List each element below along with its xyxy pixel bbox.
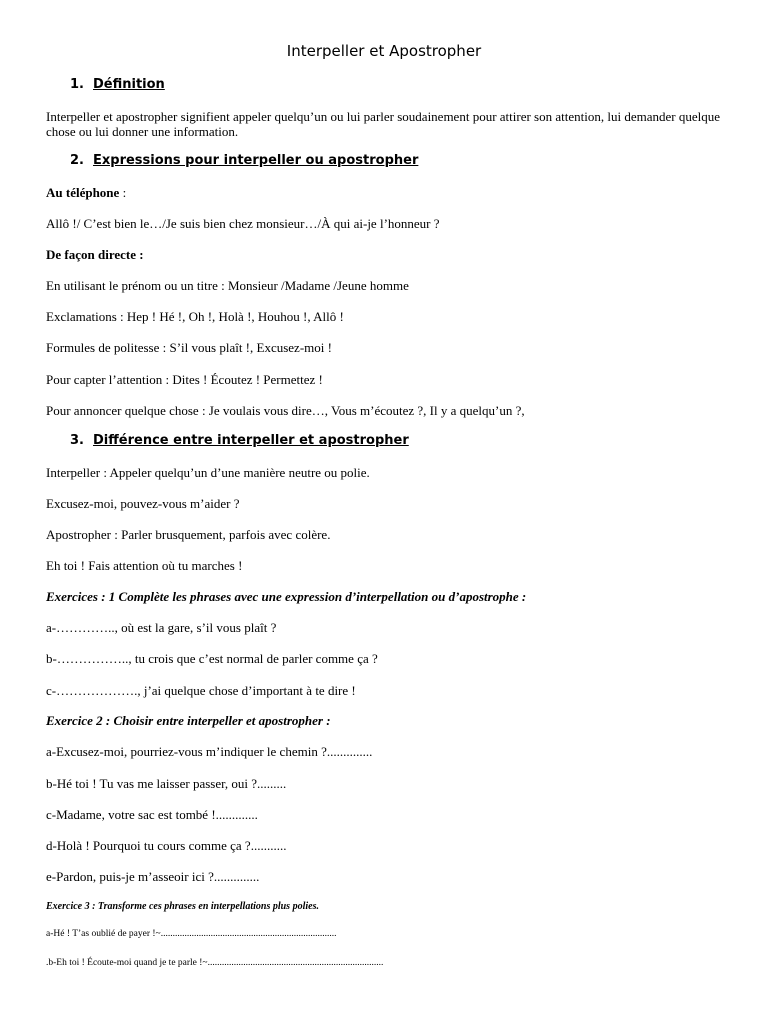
expression-line: Pour annoncer quelque chose : Je voulais vous dire…, Vous m’écoutez ?, Il y a quelqu’un ?, [46,403,525,418]
expression-line: Formules de politesse : S’il vous plaît !, Excusez-moi ! [46,340,332,355]
section-2-number: 2. [70,153,84,168]
section-2-title: Expressions pour interpeller ou apostropher [93,153,419,168]
exercise-1-item: a-………….., où est la gare, s’il vous plaît ? [46,620,277,635]
exercise-3-item: .b-Eh toi ! Écoute-moi quand je te parle !~.......................................................................... [46,958,384,968]
telephone-line [46,185,126,200]
exercise-1-item: c-………………., j’ai quelque chose d’important à te dire ! [46,683,356,698]
difference-line: Interpeller : Appeler quelqu’un d’une manière neutre ou polie. [46,465,370,480]
exercise-2-item: a-Excusez-moi, pourriez-vous m’indiquer le chemin ?.............. [46,744,373,759]
section-2-heading [70,153,418,168]
exercise-2-item: b-Hé toi ! Tu vas me laisser passer, oui ?......... [46,776,287,791]
definition-text: Interpeller et apostropher signifient appeler quelqu’un ou lui parler soudainement pour attirer son attention, lui demander quelque chose ou lui donner une information. [46,109,720,139]
telephone-text: Allô !/ C’est bien le…/Je suis bien chez monsieur…/À qui ai-je l’honneur ? [46,216,440,231]
exercise-2-item: e-Pardon, puis-je m’asseoir ici ?.............. [46,869,260,884]
difference-line: Eh toi ! Fais attention où tu marches ! [46,558,243,573]
section-1-heading [70,77,165,92]
page-title: Interpeller et Apostropher [286,42,482,60]
exercise-2-item: d-Holà ! Pourquoi tu cours comme ça ?........... [46,838,287,853]
expression-line: Exclamations : Hep ! Hé !, Oh !, Holà !, Houhou !, Allô ! [46,309,344,324]
expression-line: Pour capter l’attention : Dites ! Écoutez ! Permettez ! [46,372,323,387]
exercise-1-item: b-…………….., tu crois que c’est normal de parler comme ça ? [46,651,378,666]
difference-line: Apostropher : Parler brusquement, parfois avec colère. [46,527,331,542]
expression-line: En utilisant le prénom ou un titre : Monsieur /Madame /Jeune homme [46,278,409,293]
section-3-title: Différence entre interpeller et apostropher [93,433,409,448]
exercise-2-item: c-Madame, votre sac est tombé !............. [46,807,258,822]
telephone-colon: : [119,185,127,200]
section-1-title: Définition [93,77,165,92]
exercise-3-item: a-Hé ! T’as oublié de payer !~.......................................................................... [46,929,337,939]
section-1-number: 1. [70,77,84,92]
difference-line: Excusez-moi, pouvez-vous m’aider ? [46,496,240,511]
exercise-3-title: Exercice 3 : Transforme ces phrases en interpellations plus polies. [46,901,319,912]
exercise-2-title: Exercice 2 : Choisir entre interpeller et apostropher : [46,713,331,728]
telephone-label: Au téléphone [46,185,120,200]
exercise-1-title: Exercices : 1 Complète les phrases avec une expression d’interpellation ou d’apostrophe : [46,589,527,604]
section-3-number: 3. [70,433,84,448]
direct-label: De façon directe : [46,247,144,262]
section-3-heading [70,433,409,448]
